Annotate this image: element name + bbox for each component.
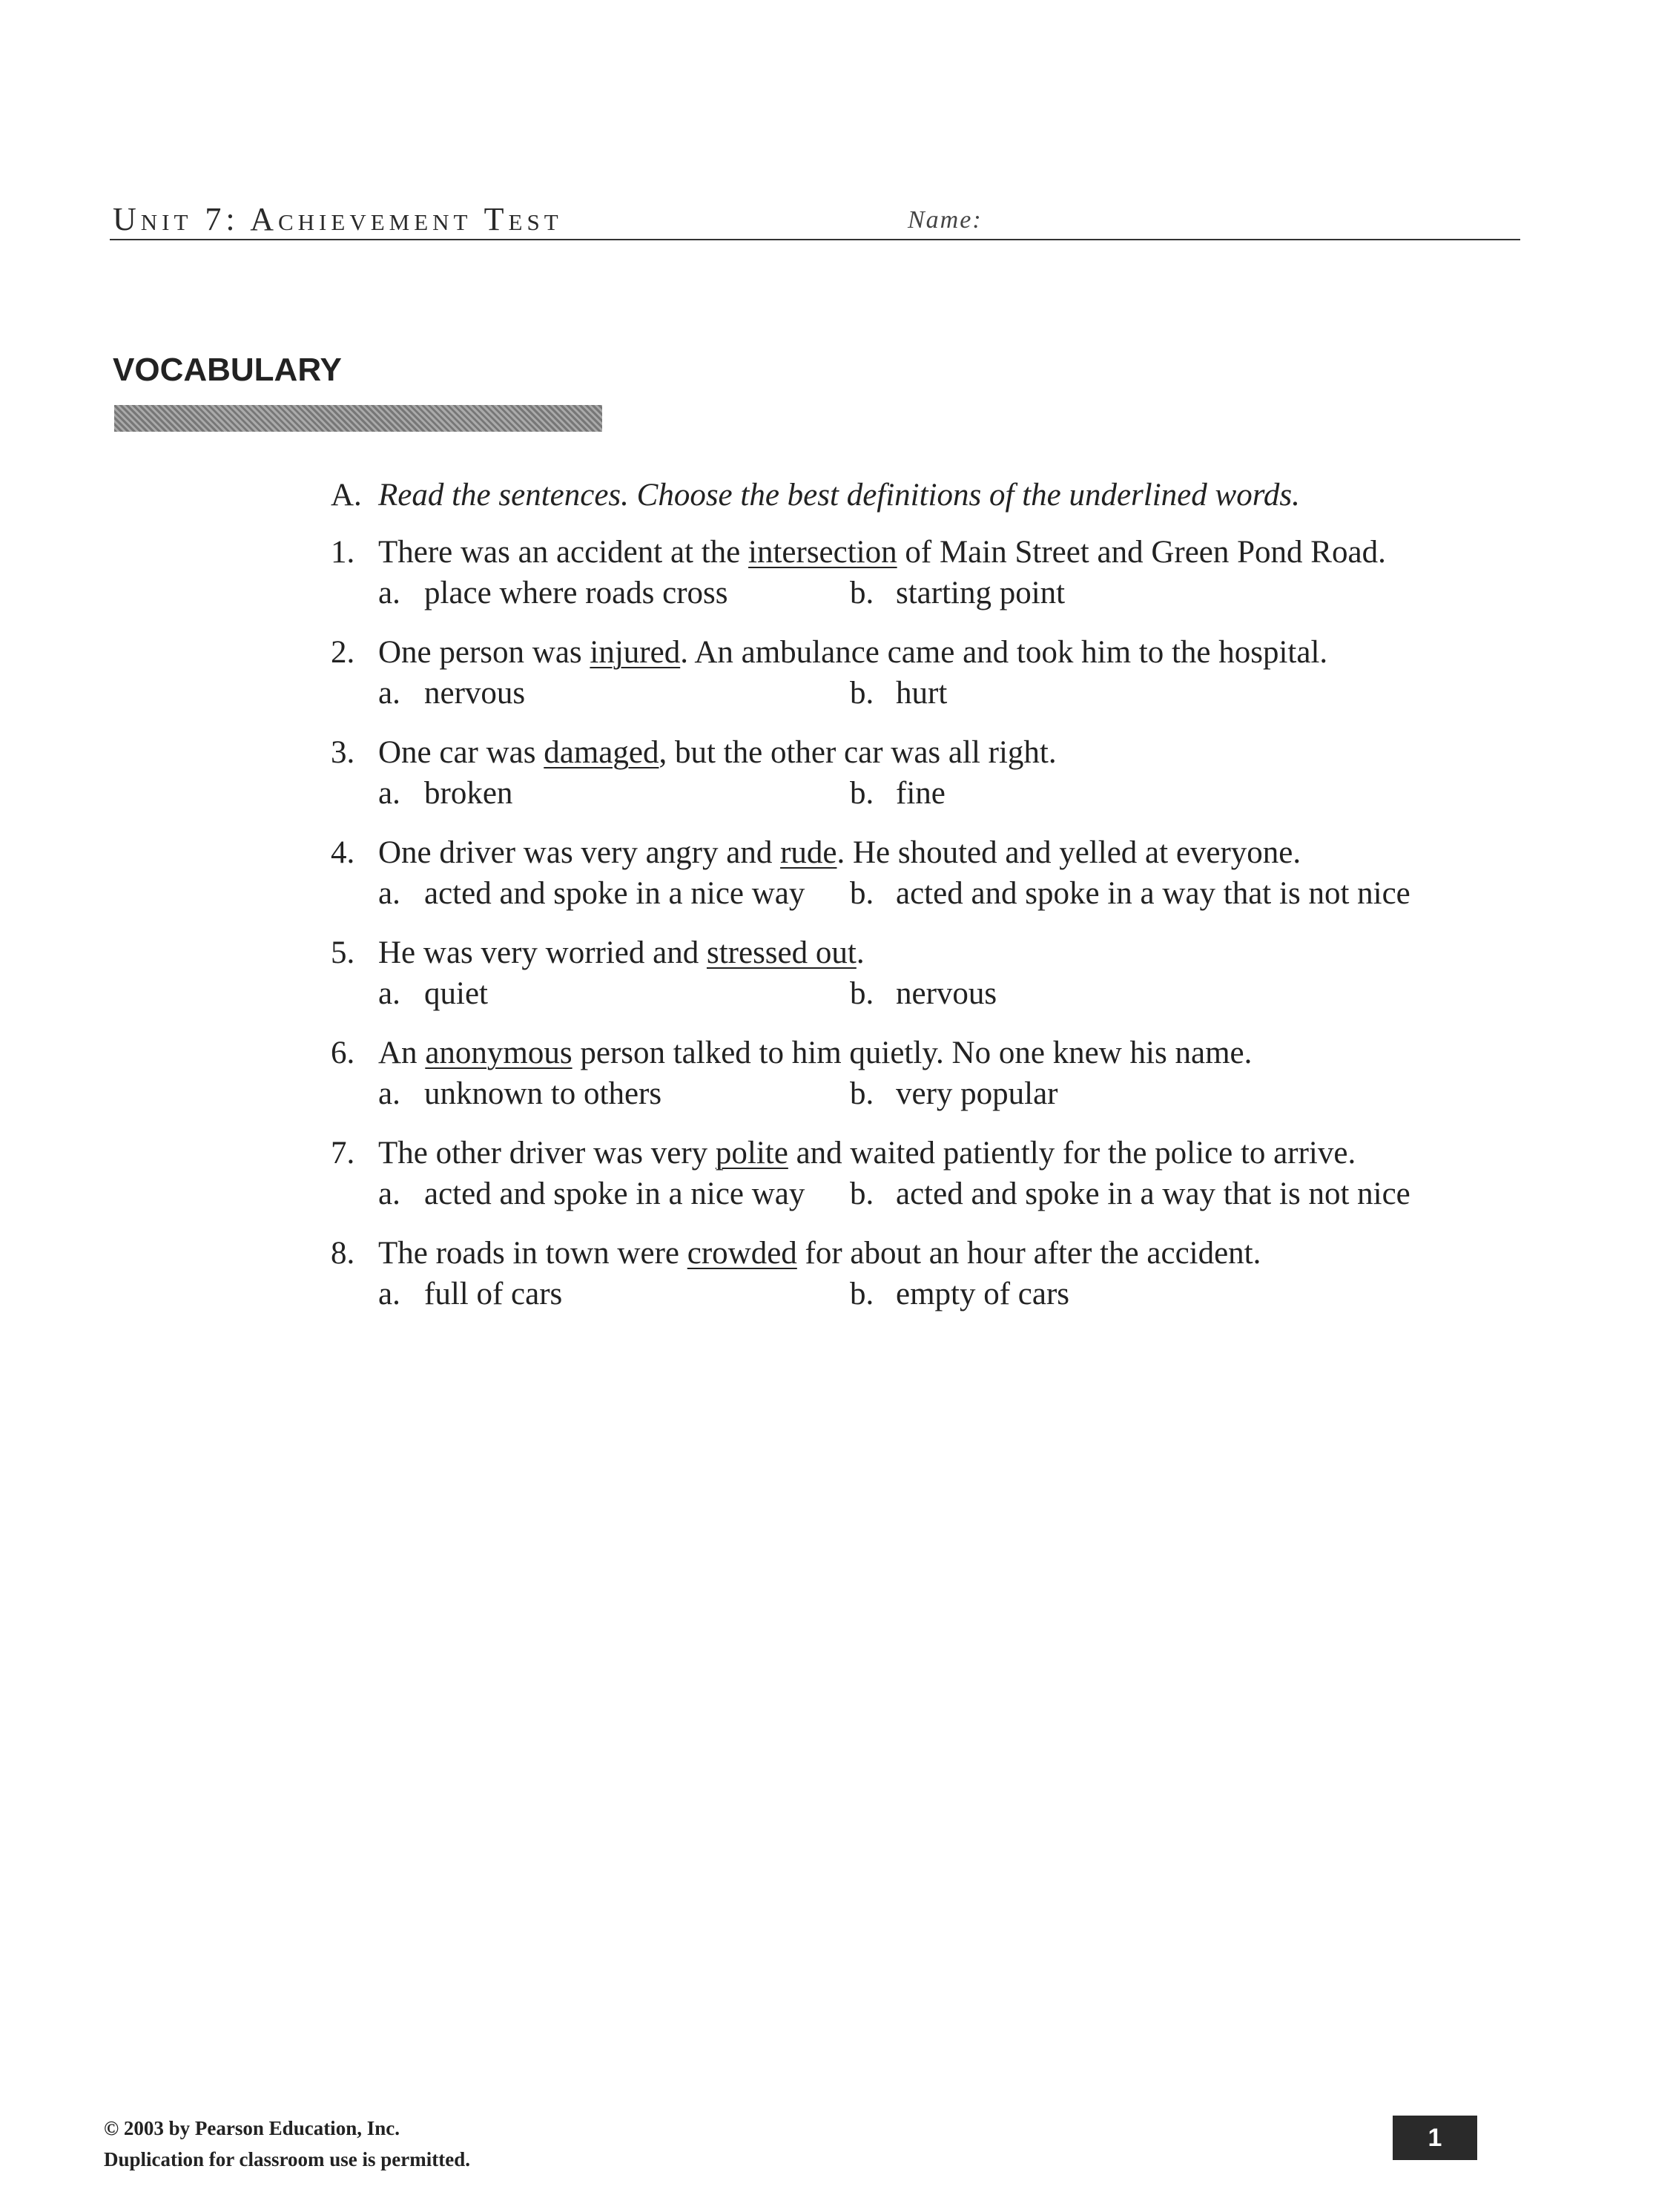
choice-a-text: acted and spoke in a nice way xyxy=(424,1176,805,1211)
question-text-post: , but the other car was all right. xyxy=(659,735,1057,770)
underlined-word: rude xyxy=(780,835,837,870)
question-body xyxy=(378,1133,1488,1214)
choice-a-text: full of cars xyxy=(424,1277,563,1311)
choice-a-label: a. xyxy=(378,676,400,711)
question-item xyxy=(331,532,1488,613)
question-text-post: for about an hour after the accident. xyxy=(796,1236,1261,1271)
choice-b[interactable] xyxy=(850,973,1488,1014)
question-item xyxy=(331,832,1488,914)
answer-choices xyxy=(378,1073,1488,1114)
choice-b-text: acted and spoke in a way that is not nice xyxy=(896,1176,1410,1211)
question-body xyxy=(378,932,1488,1014)
question-text xyxy=(378,932,1488,973)
choice-a[interactable] xyxy=(378,673,850,714)
question-body xyxy=(378,1033,1488,1114)
answer-choices xyxy=(378,773,1488,814)
question-number: 8. xyxy=(331,1236,355,1271)
underlined-word: anonymous xyxy=(425,1036,572,1070)
choice-a[interactable] xyxy=(378,1073,850,1114)
instruction-letter: A. xyxy=(331,478,362,513)
choice-a-text: acted and spoke in a nice way xyxy=(424,876,805,911)
choice-b[interactable] xyxy=(850,1174,1488,1214)
question-number: 2. xyxy=(331,635,355,670)
question-item xyxy=(331,732,1488,814)
question-text-pre: The other driver was very xyxy=(378,1136,716,1171)
choice-b[interactable] xyxy=(850,773,1488,814)
choice-a-text: nervous xyxy=(424,676,526,711)
underlined-word: damaged xyxy=(544,735,659,770)
question-text-post: person talked to him quietly. No one knew his name. xyxy=(572,1036,1253,1070)
underlined-word: polite xyxy=(715,1136,788,1171)
choice-b-label: b. xyxy=(850,576,874,610)
question-item xyxy=(331,632,1488,714)
choice-b-text: empty of cars xyxy=(896,1277,1070,1311)
choice-b[interactable] xyxy=(850,673,1488,714)
choice-a-label: a. xyxy=(378,1277,400,1311)
choice-a[interactable] xyxy=(378,573,850,613)
choice-b-label: b. xyxy=(850,1076,874,1111)
question-text-post: of Main Street and Green Pond Road. xyxy=(897,535,1386,570)
question-text xyxy=(378,1133,1488,1174)
choice-a-label: a. xyxy=(378,876,400,911)
underlined-word: crowded xyxy=(687,1236,797,1271)
instruction xyxy=(331,475,1488,516)
choice-a-text: broken xyxy=(424,776,513,811)
question-body xyxy=(378,632,1488,714)
question-text-pre: He was very worried and xyxy=(378,935,707,970)
question-text xyxy=(378,532,1488,573)
choice-a-text: unknown to others xyxy=(424,1076,662,1111)
answer-choices xyxy=(378,873,1488,914)
question-text-pre: There was an accident at the xyxy=(378,535,749,570)
underlined-word: injured xyxy=(590,635,681,670)
footer-copyright xyxy=(104,2113,470,2175)
question-text xyxy=(378,1233,1488,1274)
question-number: 4. xyxy=(331,835,355,870)
question-body xyxy=(378,1233,1488,1314)
choice-b[interactable] xyxy=(850,873,1488,914)
question-text-pre: An xyxy=(378,1036,426,1070)
question-text xyxy=(378,832,1488,873)
answer-choices xyxy=(378,1174,1488,1214)
duplication-line: Duplication for classroom use is permitted. xyxy=(104,2148,470,2170)
question-body xyxy=(378,732,1488,814)
question-item xyxy=(331,932,1488,1014)
answer-choices xyxy=(378,973,1488,1014)
choice-a[interactable] xyxy=(378,973,850,1014)
question-text-pre: One driver was very angry and xyxy=(378,835,781,870)
question-body xyxy=(378,532,1488,613)
section-title: VOCABULARY xyxy=(113,352,342,388)
unit-title: Unit 7: Achievement Test xyxy=(113,201,563,237)
choice-a-label: a. xyxy=(378,576,400,610)
choice-b-label: b. xyxy=(850,876,874,911)
question-number: 7. xyxy=(331,1136,355,1171)
choice-b-text: fine xyxy=(896,776,946,811)
section-divider-bar xyxy=(114,405,602,432)
question-text-post: and waited patiently for the police to arrive. xyxy=(788,1136,1356,1171)
choice-b-label: b. xyxy=(850,776,874,811)
choice-b-label: b. xyxy=(850,676,874,711)
choice-b-text: hurt xyxy=(896,676,948,711)
choice-b[interactable] xyxy=(850,1073,1488,1114)
question-text-pre: One person was xyxy=(378,635,590,670)
answer-choices xyxy=(378,573,1488,613)
choice-a[interactable] xyxy=(378,1174,850,1214)
question-text-pre: The roads in town were xyxy=(378,1236,687,1271)
question-text xyxy=(378,632,1488,673)
question-text-pre: One car was xyxy=(378,735,544,770)
question-list xyxy=(331,532,1488,1314)
choice-a-text: place where roads cross xyxy=(424,576,728,610)
question-body xyxy=(378,832,1488,914)
choice-a-label: a. xyxy=(378,1176,400,1211)
question-number: 1. xyxy=(331,535,355,570)
choice-b-text: nervous xyxy=(896,976,997,1011)
underlined-word: intersection xyxy=(748,535,897,570)
choice-b-label: b. xyxy=(850,976,874,1011)
choice-b-label: b. xyxy=(850,1176,874,1211)
choice-a-label: a. xyxy=(378,1076,400,1111)
question-item xyxy=(331,1233,1488,1314)
question-text-post: . An ambulance came and took him to the hospital. xyxy=(680,635,1328,670)
question-number: 6. xyxy=(331,1036,355,1070)
choice-b-text: starting point xyxy=(896,576,1066,610)
underlined-word: stressed out xyxy=(706,935,857,970)
choice-b-text: acted and spoke in a way that is not nice xyxy=(896,876,1410,911)
page-header xyxy=(110,194,1520,240)
choice-a-label: a. xyxy=(378,976,400,1011)
name-field-label: Name: xyxy=(908,206,983,234)
choice-b-text: very popular xyxy=(896,1076,1058,1111)
answer-choices xyxy=(378,1274,1488,1314)
question-text xyxy=(378,1033,1488,1073)
choice-a[interactable] xyxy=(378,773,850,814)
choice-b-label: b. xyxy=(850,1277,874,1311)
question-number: 3. xyxy=(331,735,355,770)
instruction-text: Read the sentences. Choose the best definitions of the underlined words. xyxy=(378,478,1300,513)
choice-a-text: quiet xyxy=(424,976,488,1011)
choice-b[interactable] xyxy=(850,1274,1488,1314)
question-item xyxy=(331,1133,1488,1214)
page-number: 1 xyxy=(1393,2116,1477,2160)
question-item xyxy=(331,1033,1488,1114)
choice-a[interactable] xyxy=(378,873,850,914)
question-number: 5. xyxy=(331,935,355,970)
answer-choices xyxy=(378,673,1488,714)
vocabulary-section xyxy=(331,475,1488,1333)
choice-a[interactable] xyxy=(378,1274,850,1314)
question-text xyxy=(378,732,1488,773)
choice-b[interactable] xyxy=(850,573,1488,613)
question-text-post: . xyxy=(856,935,865,970)
copyright-line: © 2003 by Pearson Education, Inc. xyxy=(104,2117,400,2139)
question-text-post: . He shouted and yelled at everyone. xyxy=(836,835,1301,870)
choice-a-label: a. xyxy=(378,776,400,811)
